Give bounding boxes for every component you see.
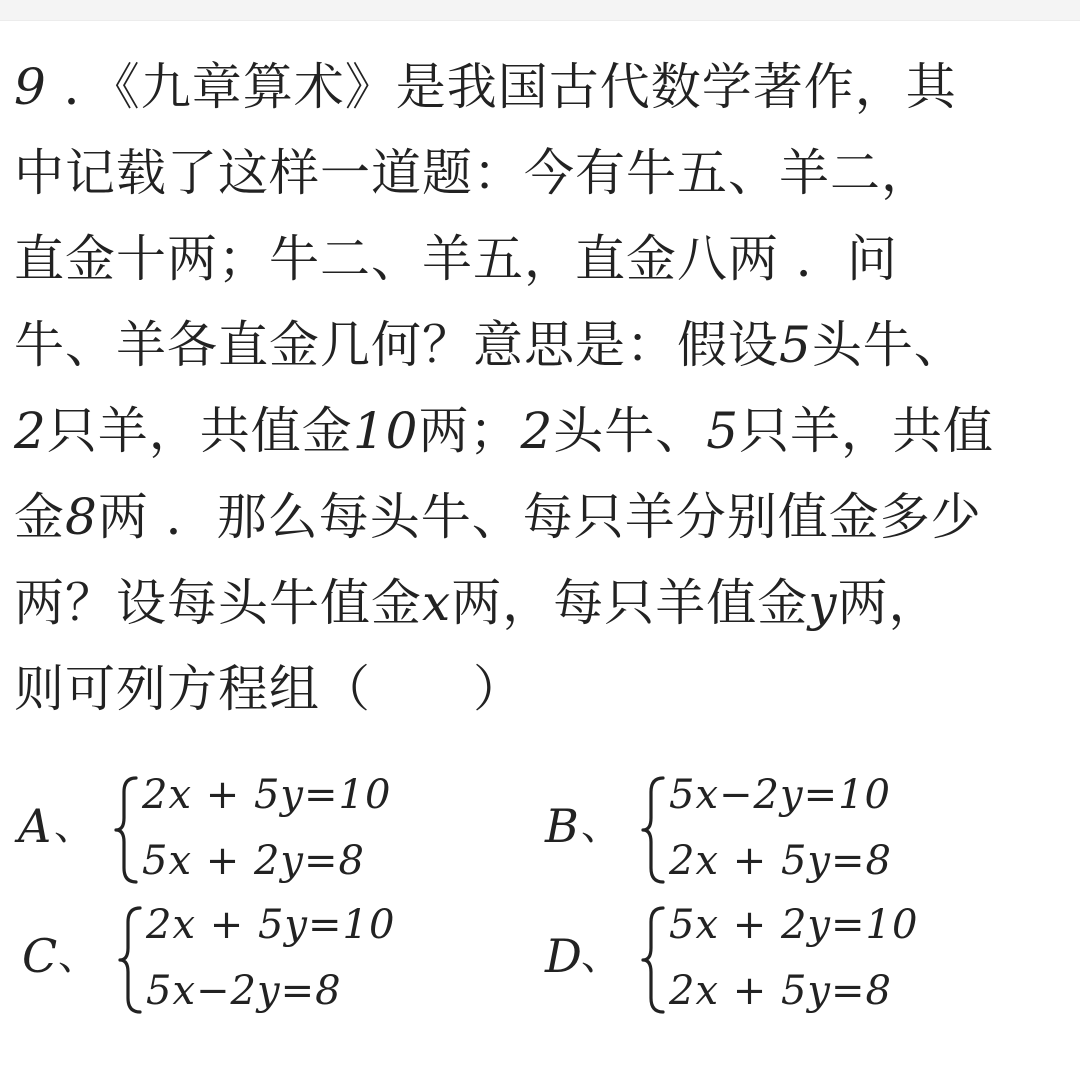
equation-2: 2x + 5y=8 (669, 968, 892, 1014)
question-text-run: 两 ．那么每头牛、每只羊分别值金多少 (97, 488, 982, 546)
question-text-run: ．《九章算术》是我国古代数学著作，其 (46, 58, 957, 116)
question-math-run: 8 (65, 488, 98, 546)
option-c[interactable] (22, 900, 482, 1020)
question-math-run: y (808, 574, 838, 632)
option-b[interactable] (545, 770, 1005, 890)
question-math-run: 9 (14, 58, 47, 116)
question-math-run: 2 (14, 402, 47, 460)
left-brace-icon (641, 774, 669, 886)
option-separator: 、 (581, 803, 621, 849)
question-math-run: 2 (520, 402, 554, 460)
left-brace-icon (114, 774, 142, 886)
question-line (14, 130, 1064, 216)
question-text-run: 两； (418, 402, 521, 460)
question-text-run: 牛、羊各直金几何？意思是：假设 (14, 316, 779, 374)
option-letter: A (18, 799, 52, 853)
question-text-run: 金 (14, 488, 65, 546)
equation-2: 5x−2y=8 (146, 968, 342, 1014)
question-line (14, 44, 1064, 130)
equation-1: 2x + 5y=10 (142, 772, 392, 818)
question-text-run: 只羊，共值 (739, 402, 995, 460)
question-line (14, 646, 1064, 732)
equation-2: 2x + 5y=8 (669, 838, 892, 884)
equation-1: 5x + 2y=10 (669, 902, 919, 948)
option-a[interactable] (18, 770, 478, 890)
answer-options (0, 770, 1080, 1040)
question-line (14, 302, 1064, 388)
option-letter: B (545, 799, 579, 853)
left-brace-icon (641, 904, 669, 1016)
question-line (14, 560, 1064, 646)
option-letter: D (545, 929, 582, 983)
option-d[interactable] (545, 900, 1005, 1020)
question-text (14, 44, 1064, 732)
question-text-run: 中记载了这样一道题：今有牛五、羊二， (14, 144, 932, 202)
question-text-run: 头牛、 (811, 316, 965, 374)
equation-1: 5x−2y=10 (669, 772, 891, 818)
left-brace-icon (118, 904, 146, 1016)
question-line (14, 474, 1064, 560)
option-separator: 、 (581, 933, 621, 979)
option-letter: C (22, 929, 58, 983)
top-strip (0, 0, 1080, 21)
question-text-run: 两，每只羊值金 (451, 574, 809, 632)
option-separator: 、 (58, 933, 98, 979)
question-text-run: 两， (837, 574, 940, 632)
question-line (14, 388, 1064, 474)
equation-1: 2x + 5y=10 (146, 902, 396, 948)
question-text-run: 则可列方程组（ ） (14, 660, 524, 718)
question-math-run: 10 (352, 402, 419, 460)
question-line (14, 216, 1064, 302)
equation-2: 5x + 2y=8 (142, 838, 365, 884)
question-text-run: 头牛、 (553, 402, 707, 460)
question-math-run: x (422, 574, 452, 632)
question-math-run: 5 (779, 316, 812, 374)
question-text-run: 两？设每头牛值金 (14, 574, 422, 632)
question-math-run: 5 (706, 402, 740, 460)
question-text-run: 只羊，共值金 (46, 402, 353, 460)
option-separator: 、 (54, 803, 94, 849)
question-text-run: 直金十两；牛二、羊五，直金八两 ．问 (14, 230, 898, 288)
